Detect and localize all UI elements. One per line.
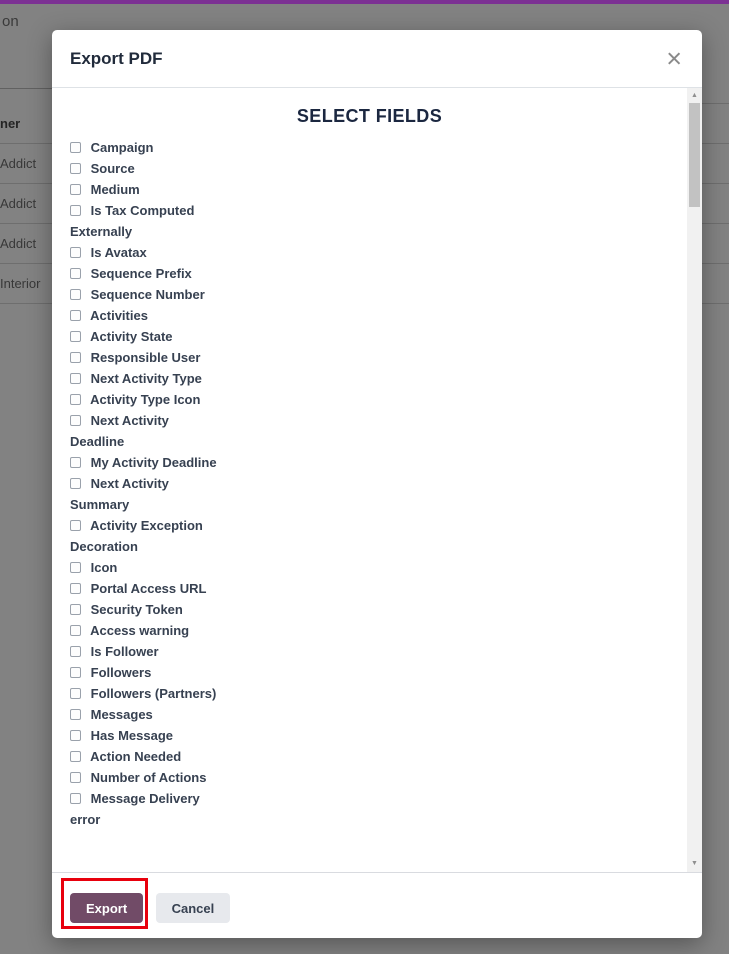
field-label[interactable]: Has Message: [90, 728, 174, 743]
field-label[interactable]: Sequence Prefix: [90, 266, 192, 281]
dialog-footer: [52, 872, 702, 938]
table-rows-container: [0, 144, 52, 304]
field-checkbox-item[interactable]: [70, 578, 220, 599]
field-checkbox[interactable]: [70, 751, 81, 762]
field-checkbox[interactable]: [70, 646, 81, 657]
dialog-header: [52, 30, 702, 88]
field-checkbox[interactable]: [70, 709, 81, 720]
field-label[interactable]: Portal Access URL: [90, 581, 207, 596]
field-checkbox[interactable]: [70, 310, 81, 321]
select-fields-heading: SELECT FIELDS: [296, 106, 443, 126]
field-checkbox[interactable]: [70, 184, 81, 195]
field-checkbox[interactable]: [70, 667, 81, 678]
field-checkbox-item[interactable]: [70, 158, 220, 179]
table-row: Addict: [0, 144, 52, 184]
field-checkbox-item[interactable]: [70, 347, 220, 368]
field-label[interactable]: Activity Type Icon: [90, 392, 201, 407]
field-checkbox[interactable]: [70, 688, 81, 699]
field-checkbox[interactable]: [70, 352, 81, 363]
breadcrumb-fragment: on: [2, 13, 19, 30]
field-label[interactable]: Is Avatax: [90, 245, 147, 260]
field-label[interactable]: Action Needed: [90, 749, 182, 764]
field-checkbox[interactable]: [70, 520, 81, 531]
field-checkbox-item[interactable]: [70, 284, 220, 305]
control-panel-divider: [0, 88, 52, 89]
table-row-line: [702, 263, 729, 264]
field-label[interactable]: Access warning: [90, 623, 190, 638]
field-checkbox-item[interactable]: [70, 137, 220, 158]
field-checkbox-item[interactable]: [70, 515, 220, 557]
field-checkbox-item[interactable]: [70, 620, 220, 641]
scroll-down-icon[interactable]: ▼: [691, 860, 698, 867]
export-pdf-dialog: [52, 30, 702, 938]
field-checkbox[interactable]: [70, 142, 81, 153]
field-checkbox-item[interactable]: [70, 767, 220, 788]
field-label[interactable]: Message Delivery error: [70, 791, 200, 827]
table-row-line: [702, 103, 729, 104]
table-row-line: [702, 143, 729, 144]
table-row-line: [702, 303, 729, 304]
field-label[interactable]: Next Activity Type: [90, 371, 202, 386]
background-table: [0, 104, 52, 304]
table-row: Addict: [0, 184, 52, 224]
field-checkbox-item[interactable]: [70, 242, 220, 263]
field-label[interactable]: My Activity Deadline: [90, 455, 217, 470]
field-checkbox-item[interactable]: [70, 683, 220, 704]
field-checkbox-item[interactable]: [70, 557, 220, 578]
table-row: Addict: [0, 224, 52, 264]
scroll-up-icon[interactable]: ▲: [691, 92, 698, 99]
field-label[interactable]: Sequence Number: [90, 287, 205, 302]
field-checkbox-item[interactable]: [70, 452, 220, 473]
field-checkbox[interactable]: [70, 205, 81, 216]
field-checkbox[interactable]: [70, 394, 81, 405]
field-checkbox[interactable]: [70, 415, 81, 426]
dialog-body: [52, 88, 702, 872]
field-label[interactable]: Followers (Partners): [90, 686, 217, 701]
export-button[interactable]: Export: [70, 893, 143, 923]
field-label[interactable]: Medium: [90, 182, 140, 197]
field-checkbox[interactable]: [70, 625, 81, 636]
table-row-line: [702, 183, 729, 184]
field-label[interactable]: Security Token: [90, 602, 183, 617]
field-label[interactable]: Next Activity Summary: [70, 476, 169, 512]
field-label[interactable]: Number of Actions: [90, 770, 207, 785]
field-checkbox-item[interactable]: [70, 200, 220, 242]
field-checkbox[interactable]: [70, 793, 81, 804]
field-checkbox-item[interactable]: [70, 263, 220, 284]
field-label[interactable]: Icon: [90, 560, 118, 575]
field-checkbox[interactable]: [70, 331, 81, 342]
field-label[interactable]: Followers: [90, 665, 152, 680]
field-label[interactable]: Activities: [90, 308, 148, 323]
field-checkbox[interactable]: [70, 268, 81, 279]
field-checkbox[interactable]: [70, 373, 81, 384]
field-checkbox-item[interactable]: [70, 326, 220, 347]
field-checkbox-item[interactable]: [70, 410, 220, 452]
field-checkbox[interactable]: [70, 604, 81, 615]
field-checkbox-item[interactable]: [70, 725, 220, 746]
field-checkbox-item[interactable]: [70, 179, 220, 200]
field-checkbox[interactable]: [70, 289, 81, 300]
scrollbar[interactable]: [687, 88, 702, 872]
field-checkbox-item[interactable]: [70, 599, 220, 620]
field-label[interactable]: Messages: [90, 707, 153, 722]
field-checkbox[interactable]: [70, 457, 81, 468]
cancel-button[interactable]: Cancel: [156, 893, 231, 923]
field-checkbox[interactable]: [70, 163, 81, 174]
table-row-line: [702, 223, 729, 224]
field-label[interactable]: Source: [90, 161, 135, 176]
field-checkbox-item[interactable]: [70, 746, 220, 767]
field-label[interactable]: Responsible User: [90, 350, 201, 365]
field-label[interactable]: Activity Exception Decoration: [70, 518, 203, 554]
field-checkbox[interactable]: [70, 478, 81, 489]
fields-list: [70, 137, 220, 830]
field-label[interactable]: Is Follower: [90, 644, 159, 659]
field-checkbox-item[interactable]: [70, 662, 220, 683]
field-checkbox-item[interactable]: [70, 641, 220, 662]
field-checkbox-item[interactable]: [70, 368, 220, 389]
field-checkbox[interactable]: [70, 583, 81, 594]
field-checkbox[interactable]: [70, 562, 81, 573]
field-checkbox-item[interactable]: [70, 704, 220, 725]
table-row: Interior: [0, 264, 52, 304]
field-checkbox[interactable]: [70, 772, 81, 783]
field-label[interactable]: Next Activity Deadline: [70, 413, 169, 449]
field-checkbox-item[interactable]: [70, 788, 220, 830]
field-checkbox-item[interactable]: [70, 389, 220, 410]
app-topbar: [0, 0, 729, 4]
field-checkbox-item[interactable]: [70, 305, 220, 326]
dialog-title: Export PDF: [70, 48, 163, 68]
close-icon[interactable]: ×: [660, 43, 688, 74]
scrollbar-thumb[interactable]: [689, 103, 700, 207]
field-checkbox[interactable]: [70, 247, 81, 258]
field-label[interactable]: Is Tax Computed Externally: [70, 203, 195, 239]
table-column-header-fragment: ner: [0, 104, 52, 144]
field-label[interactable]: Activity State: [90, 329, 173, 344]
field-checkbox-item[interactable]: [70, 473, 220, 515]
field-label[interactable]: Campaign: [90, 140, 154, 155]
field-checkbox[interactable]: [70, 730, 81, 741]
